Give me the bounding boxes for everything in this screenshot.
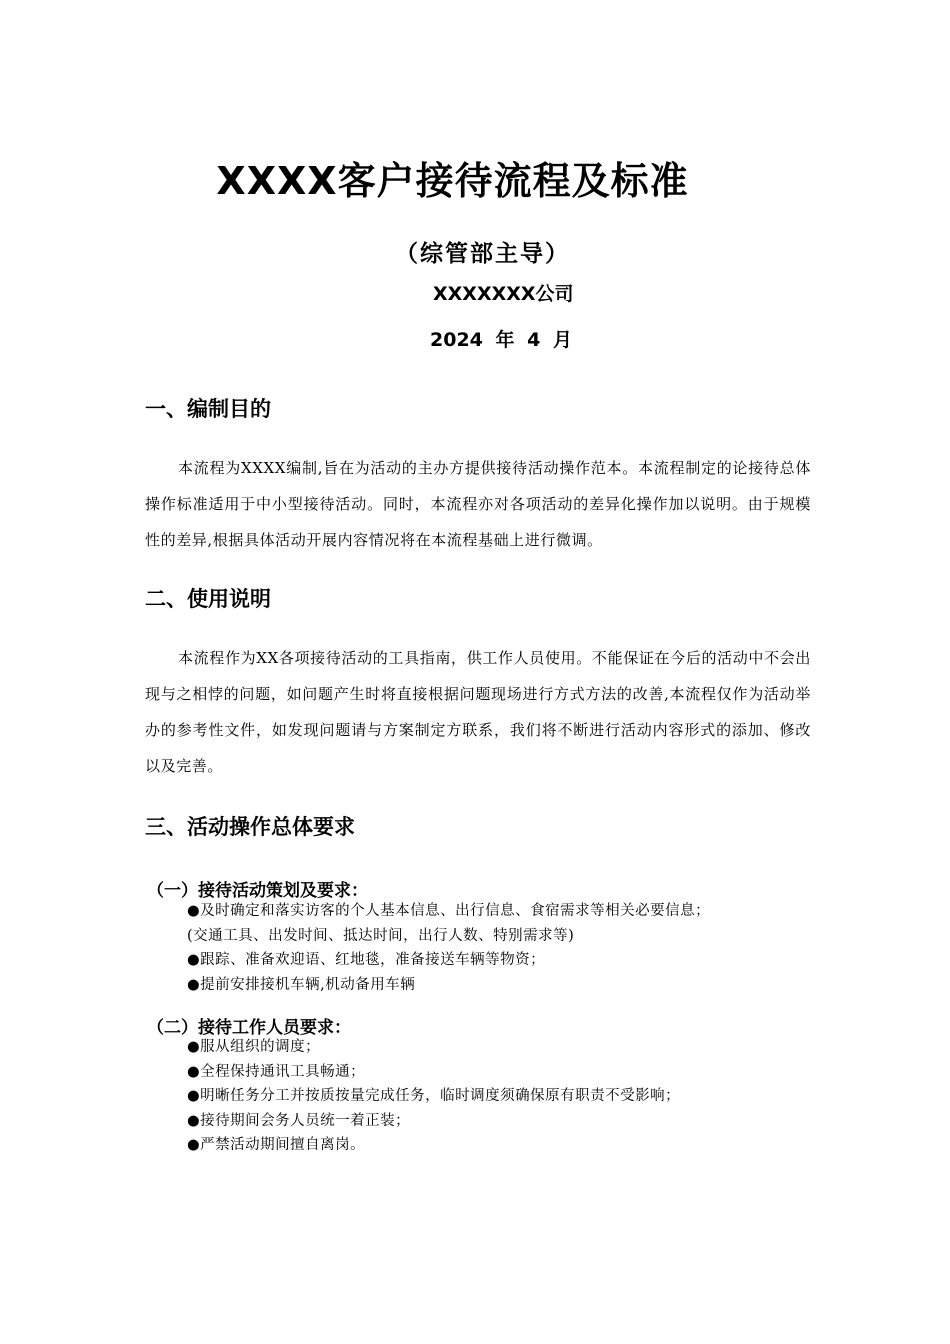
subsection-heading-planning: （一）接待活动策划及要求： (147, 881, 368, 901)
document-date: 2024 年 4 月 (430, 329, 572, 351)
section-heading-purpose: 一、编制目的 (145, 397, 271, 421)
document-title: XXXX客户接待流程及标准 (216, 159, 689, 203)
list-item: (交通工具、出发时间、抵达时间，出行人数、特别需求等) (187, 927, 575, 944)
staff-requirement-list (187, 1035, 680, 1158)
subsection-heading-staff: （二）接待工作人员要求： (147, 1018, 351, 1038)
list-item: ●服从组织的调度； (187, 1039, 321, 1055)
section-heading-usage: 二、使用说明 (145, 587, 271, 611)
planning-requirement-list (187, 899, 710, 997)
list-item: ●提前安排接机车辆,机动备用车辆 (187, 976, 416, 993)
section-heading-requirements: 三、活动操作总体要求 (145, 815, 355, 839)
document-subtitle: （综管部主导） (395, 241, 570, 267)
list-item: ●跟踪、准备欢迎语、红地毯，准备接送车辆等物资； (187, 952, 546, 968)
list-item: ●全程保持通讯工具畅通； (187, 1063, 366, 1080)
list-item: ●及时确定和落实访客的个人基本信息、出行信息、食宿需求等相关必要信息； (187, 903, 711, 919)
list-item: ●明晰任务分工并按质按量完成任务，临时调度须确保原有职责不受影响； (187, 1088, 681, 1104)
section-paragraph-purpose: 本流程为XXXX编制,旨在为活动的主办方提供接待活动操作范本。本流程制定的论接待总体操作标准适用于中小型接待活动。同时，本流程亦对各项活动的差异化操作加以说明。由于规模性的差异,根据具体活动开展内容情况将在本流程基础上进行微调。 (145, 459, 811, 549)
list-item: ●接待期间会务人员统一着正装； (187, 1112, 411, 1129)
section-paragraph-usage: 本流程作为XX各项接待活动的工具指南，供工作人员使用。不能保证在今后的活动中不会出现与之相悖的问题，如问题产生时将直接根据问题现场进行方式方法的改善,本流程仅作为活动举办的参考性文件，如发现问题请与方案制定方联系，我们将不断进行活动内容形式的添加、修改以及完善。 (145, 649, 811, 775)
company-name: XXXXXXX公司 (433, 283, 574, 305)
list-item: ●严禁活动期间擅自离岗。 (187, 1137, 366, 1153)
